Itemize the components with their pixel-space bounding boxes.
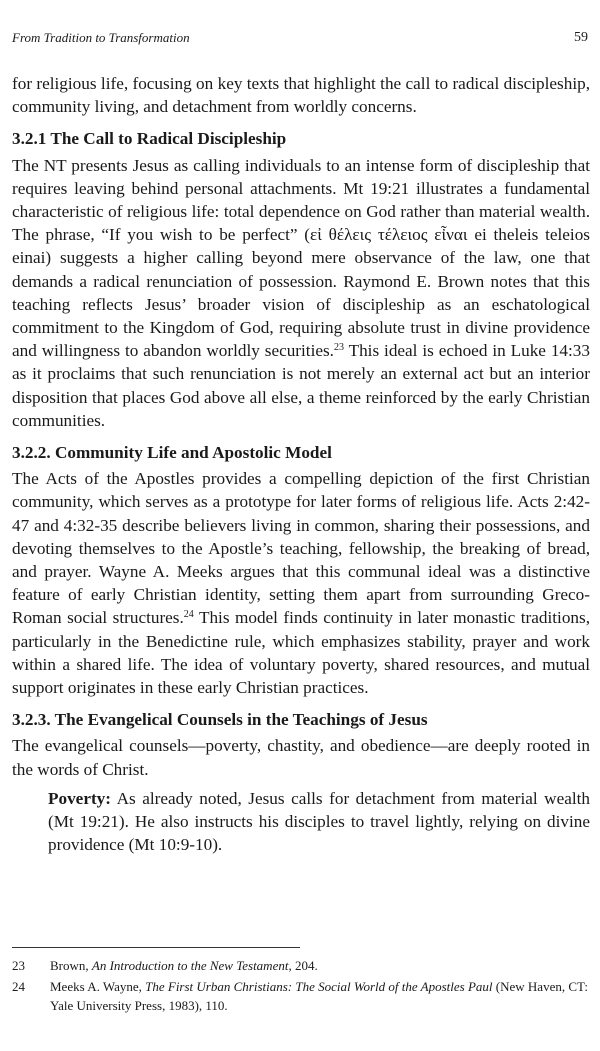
footnote-23: [12, 956, 590, 975]
footnote-text: , 204.: [288, 958, 318, 973]
paragraph-radical-discipleship: [12, 154, 590, 432]
paragraph-text: The Acts of the Apostles provides a compelling depiction of the first Christian community, which serves as a prototype for later forms of religious life. Acts 2:42-47 and 4:32-35 describe believers living in common, sharing their possessions, and devoting themselves to the Apostle’s teaching, fellowship, the breaking of bread, and prayer. Wayne A. Meeks argues that this communal ideal was a distinctive feature of early Christian identity, setting them apart from surrounding Greco-Roman social structures.: [12, 469, 590, 628]
running-title: From Tradition to Transformation: [12, 30, 190, 45]
footnote-text: Meeks A. Wayne,: [50, 979, 146, 994]
footnote-separator: [12, 947, 300, 948]
paragraph-text: This model finds continuity in later monastic traditions, particularly in the Benedictine rule, which emphasizes stability, prayer and work within a shared life. The idea of voluntary poverty, shared resources, and mutual support originates in these early Christian practices.: [12, 608, 590, 698]
footnote-number: 24: [12, 979, 25, 994]
page-number: 59: [574, 30, 588, 45]
paragraph-community-life: [12, 467, 590, 699]
poverty-label: Poverty:: [48, 788, 111, 808]
paragraph-evangelical-counsels: The evangelical counsels—poverty, chastity, and obedience—are deeply rooted in the words of Christ.: [12, 736, 590, 779]
section-heading-community-life: 3.2.2. Community Life and Apostolic Model: [12, 443, 332, 463]
section-heading-radical-discipleship: 3.2.1 The Call to Radical Discipleship: [12, 129, 287, 149]
paragraph-text: This ideal is echoed in Luke 14:33 as it proclaims that such renunciation is not merely an external act but an interior disposition that places God above all else, a theme reinforced by the early Christian communities.: [12, 341, 590, 430]
footnote-ref-23: 23: [333, 342, 344, 354]
paragraph-text: The NT presents Jesus as calling individuals to an intense form of discipleship that requires leaving behind personal attachments. Mt 19:21 illustrates a fundamental characteristic of religious life: total dependence on God rather than material wealth. The phrase, “If you wish to be perfect” (εἰ θέλεις τέλειος εἶναι ei theleis teleios einai) suggests a higher calling beyond mere observance of the law, one that demands a radical renunciation of possession. Raymond E. Brown notes that this teaching reflects Jesus’ broader vision of discipleship as an eschatological commitment to the Kingdom of God, requiring absolute trust in divine providence and willingness to abandon worldly securities.: [12, 155, 590, 361]
footnote-ref-24: 24: [183, 609, 194, 621]
main-text: [12, 72, 590, 857]
footnotes: [12, 956, 590, 1017]
footnote-text: (New Haven, CT: Yale University Press, 1983), 110.: [50, 979, 588, 1013]
section-heading-evangelical-counsels: 3.2.3. The Evangelical Counsels in the Teachings of Jesus: [12, 710, 428, 730]
footnote-number: 23: [12, 958, 25, 973]
intro-paragraph: for religious life, focusing on key texts that highlight the call to radical discipleship, community living, and detachment from worldly concerns.: [12, 74, 590, 117]
paragraph-poverty: [48, 787, 590, 857]
footnote-24: [12, 977, 590, 1015]
footnote-title: An Introduction to the New Testament: [91, 958, 289, 973]
footnote-title: The First Urban Christians: The Social World of the Apostles Paul: [145, 979, 493, 994]
footnote-text: Brown,: [50, 958, 92, 973]
paragraph-text: As already noted, Jesus calls for detachment from material wealth (Mt 19:21). He also instructs his disciples to travel lightly, relying on divine providence (Mt 10:9-10).: [48, 788, 590, 855]
running-header: [12, 30, 588, 48]
